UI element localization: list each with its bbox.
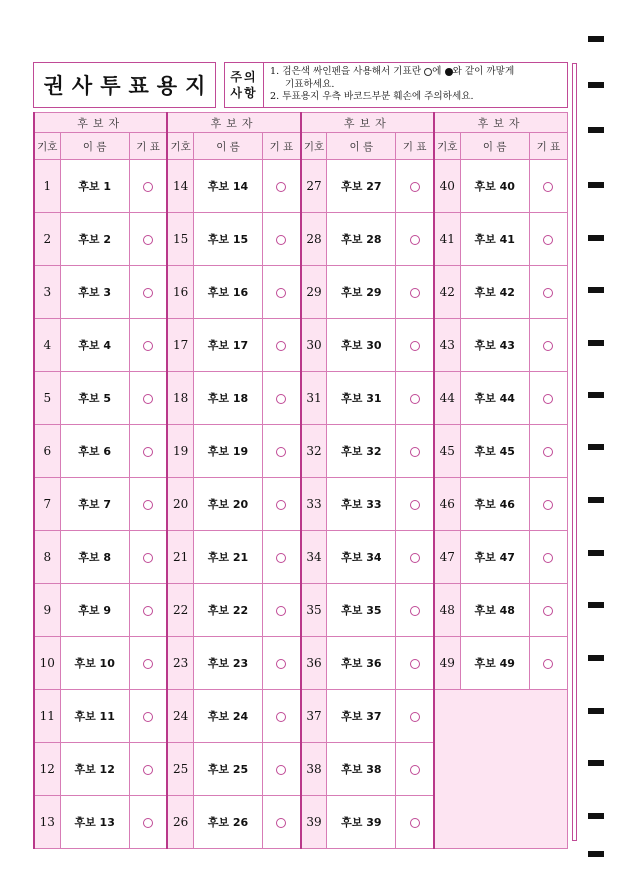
timing-mark: [588, 550, 604, 556]
vote-circle-icon[interactable]: [543, 553, 553, 563]
candidate-number: 11: [34, 690, 60, 743]
timing-mark: [588, 708, 604, 714]
candidate-number: 34: [301, 531, 327, 584]
vote-mark-cell[interactable]: [396, 584, 434, 637]
candidate-name: 후보 27: [327, 160, 396, 213]
candidate-name: 후보 16: [193, 266, 262, 319]
candidate-number: 29: [301, 266, 327, 319]
vote-mark-cell[interactable]: [529, 531, 567, 584]
vote-circle-icon[interactable]: [543, 659, 553, 669]
vote-circle-icon[interactable]: [410, 341, 420, 351]
candidate-name: 후보 10: [60, 637, 129, 690]
vote-mark-cell[interactable]: [129, 743, 167, 796]
vote-circle-icon[interactable]: [543, 288, 553, 298]
candidate-name: 후보 35: [327, 584, 396, 637]
candidate-name: 후보 29: [327, 266, 396, 319]
candidate-name: 후보 32: [327, 425, 396, 478]
candidate-number: 44: [434, 372, 460, 425]
vote-circle-icon[interactable]: [143, 606, 153, 616]
table-row: [34, 160, 568, 213]
vote-circle-icon[interactable]: [276, 606, 286, 616]
vote-mark-cell[interactable]: [396, 743, 434, 796]
number-header: 기호: [167, 133, 193, 160]
candidate-name: 후보 30: [327, 319, 396, 372]
candidate-name: 후보 31: [327, 372, 396, 425]
candidate-number: 31: [301, 372, 327, 425]
candidate-number: 27: [301, 160, 327, 213]
candidate-name: 후보 6: [60, 425, 129, 478]
mark-header: 기 표: [263, 133, 301, 160]
candidate-number: 16: [167, 266, 193, 319]
notice-box: [224, 62, 568, 108]
candidate-number: 23: [167, 637, 193, 690]
vote-mark-cell[interactable]: [129, 690, 167, 743]
candidate-name: 후보 48: [460, 584, 529, 637]
table-row: [34, 637, 568, 690]
notice-label-bottom: 사항: [230, 86, 258, 100]
candidate-name: 후보 8: [60, 531, 129, 584]
vote-circle-icon[interactable]: [276, 447, 286, 457]
vote-circle-icon[interactable]: [410, 606, 420, 616]
candidate-name: 후보 12: [60, 743, 129, 796]
candidate-name: 후보 34: [327, 531, 396, 584]
vote-mark-cell[interactable]: [263, 160, 301, 213]
vote-circle-icon[interactable]: [543, 235, 553, 245]
candidate-number: 15: [167, 213, 193, 266]
vote-circle-icon[interactable]: [276, 288, 286, 298]
name-header: 이 름: [193, 133, 262, 160]
barcode-strip: [572, 63, 577, 841]
candidate-name: 후보 23: [193, 637, 262, 690]
candidate-number: 6: [34, 425, 60, 478]
table-row: [34, 372, 568, 425]
vote-circle-icon[interactable]: [143, 765, 153, 775]
vote-circle-icon[interactable]: [276, 182, 286, 192]
vote-circle-icon[interactable]: [543, 500, 553, 510]
vote-mark-cell[interactable]: [396, 425, 434, 478]
candidate-name: 후보 38: [327, 743, 396, 796]
timing-mark: [588, 602, 604, 608]
candidate-number: 14: [167, 160, 193, 213]
table-row: [34, 478, 568, 531]
candidate-number: 4: [34, 319, 60, 372]
number-header: 기호: [301, 133, 327, 160]
candidate-name: 후보 36: [327, 637, 396, 690]
vote-mark-cell[interactable]: [529, 160, 567, 213]
candidate-name: 후보 39: [327, 796, 396, 849]
vote-circle-icon[interactable]: [410, 447, 420, 457]
timing-mark: [588, 82, 604, 88]
candidate-group-header: 후보자: [167, 113, 300, 133]
number-header: 기호: [434, 133, 460, 160]
vote-mark-cell[interactable]: [263, 425, 301, 478]
candidate-number: 38: [301, 743, 327, 796]
vote-mark-cell[interactable]: [263, 319, 301, 372]
vote-circle-icon[interactable]: [276, 394, 286, 404]
vote-circle-icon[interactable]: [276, 818, 286, 828]
notice-label-top: 주의: [230, 70, 258, 84]
vote-mark-cell[interactable]: [263, 796, 301, 849]
vote-mark-cell[interactable]: [396, 160, 434, 213]
vote-circle-icon[interactable]: [143, 394, 153, 404]
vote-mark-cell[interactable]: [396, 531, 434, 584]
vote-circle-icon[interactable]: [276, 765, 286, 775]
candidate-name: 후보 44: [460, 372, 529, 425]
vote-mark-cell[interactable]: [396, 372, 434, 425]
candidate-number: 8: [34, 531, 60, 584]
candidate-number: 49: [434, 637, 460, 690]
vote-mark-cell[interactable]: [529, 213, 567, 266]
candidate-name: 후보 28: [327, 213, 396, 266]
candidate-number: 37: [301, 690, 327, 743]
candidate-number: 30: [301, 319, 327, 372]
vote-circle-icon[interactable]: [410, 394, 420, 404]
vote-circle-icon[interactable]: [276, 553, 286, 563]
candidate-number: 35: [301, 584, 327, 637]
candidate-name: 후보 11: [60, 690, 129, 743]
candidate-number: 42: [434, 266, 460, 319]
vote-circle-icon[interactable]: [410, 288, 420, 298]
vote-circle-icon[interactable]: [276, 235, 286, 245]
ballot-title: 권사투표용지: [33, 62, 216, 108]
vote-mark-cell[interactable]: [129, 266, 167, 319]
candidate-name: 후보 40: [460, 160, 529, 213]
vote-mark-cell[interactable]: [529, 584, 567, 637]
candidate-group-header: 후보자: [34, 113, 167, 133]
vote-mark-cell[interactable]: [129, 425, 167, 478]
mark-header: 기 표: [529, 133, 567, 160]
vote-circle-icon[interactable]: [143, 659, 153, 669]
vote-circle-icon[interactable]: [410, 659, 420, 669]
vote-mark-cell[interactable]: [396, 637, 434, 690]
candidate-name: 후보 42: [460, 266, 529, 319]
vote-mark-cell[interactable]: [129, 584, 167, 637]
timing-mark: [588, 813, 604, 819]
candidate-number: 47: [434, 531, 460, 584]
vote-mark-cell[interactable]: [129, 160, 167, 213]
candidate-number: 33: [301, 478, 327, 531]
vote-mark-cell[interactable]: [396, 213, 434, 266]
candidate-name: 후보 2: [60, 213, 129, 266]
candidate-number: 39: [301, 796, 327, 849]
mark-header: 기 표: [129, 133, 167, 160]
candidate-name: 후보 45: [460, 425, 529, 478]
candidate-number: 45: [434, 425, 460, 478]
vote-circle-icon[interactable]: [143, 341, 153, 351]
candidate-number: 41: [434, 213, 460, 266]
vote-circle-icon[interactable]: [410, 818, 420, 828]
vote-mark-cell[interactable]: [263, 372, 301, 425]
candidate-number: 43: [434, 319, 460, 372]
vote-mark-cell[interactable]: [263, 743, 301, 796]
vote-mark-cell[interactable]: [263, 584, 301, 637]
vote-mark-cell[interactable]: [529, 319, 567, 372]
vote-circle-icon[interactable]: [410, 765, 420, 775]
candidate-number: 26: [167, 796, 193, 849]
table-row: [34, 266, 568, 319]
timing-mark: [588, 235, 604, 241]
timing-mark: [588, 655, 604, 661]
candidate-number: 48: [434, 584, 460, 637]
vote-mark-cell[interactable]: [263, 266, 301, 319]
vote-mark-cell[interactable]: [129, 531, 167, 584]
vote-mark-cell[interactable]: [263, 213, 301, 266]
timing-mark: [588, 497, 604, 503]
vote-mark-cell[interactable]: [529, 425, 567, 478]
vote-mark-cell[interactable]: [129, 796, 167, 849]
vote-circle-icon[interactable]: [410, 182, 420, 192]
vote-mark-cell[interactable]: [263, 478, 301, 531]
vote-circle-icon[interactable]: [143, 500, 153, 510]
vote-circle-icon[interactable]: [276, 712, 286, 722]
candidate-name: 후보 24: [193, 690, 262, 743]
candidate-number: 21: [167, 531, 193, 584]
candidate-number: 12: [34, 743, 60, 796]
name-header: 이 름: [60, 133, 129, 160]
candidate-name: 후보 4: [60, 319, 129, 372]
candidate-name: 후보 21: [193, 531, 262, 584]
vote-circle-icon[interactable]: [410, 500, 420, 510]
candidate-name: 후보 49: [460, 637, 529, 690]
candidate-name: 후보 1: [60, 160, 129, 213]
vote-circle-icon[interactable]: [410, 235, 420, 245]
vote-circle-icon[interactable]: [543, 341, 553, 351]
candidate-number: 3: [34, 266, 60, 319]
table-row: [34, 531, 568, 584]
candidate-number: 24: [167, 690, 193, 743]
candidate-group-header: 후보자: [301, 113, 434, 133]
candidate-number: 13: [34, 796, 60, 849]
timing-mark: [588, 36, 604, 42]
vote-mark-cell[interactable]: [129, 637, 167, 690]
table-row: [34, 690, 568, 743]
candidate-name: 후보 46: [460, 478, 529, 531]
table-row: [34, 319, 568, 372]
timing-mark: [588, 127, 604, 133]
candidate-group-header: 후보자: [434, 113, 567, 133]
notice-label: [225, 63, 264, 107]
candidate-name: 후보 25: [193, 743, 262, 796]
candidate-name: 후보 13: [60, 796, 129, 849]
candidate-number: 9: [34, 584, 60, 637]
empty-block: [434, 690, 567, 849]
candidate-number: 19: [167, 425, 193, 478]
timing-mark: [588, 182, 604, 188]
vote-mark-cell[interactable]: [129, 372, 167, 425]
candidate-name: 후보 7: [60, 478, 129, 531]
vote-circle-icon[interactable]: [143, 288, 153, 298]
vote-circle-icon[interactable]: [410, 712, 420, 722]
candidate-name: 후보 22: [193, 584, 262, 637]
vote-circle-icon[interactable]: [143, 447, 153, 457]
candidate-number: 18: [167, 372, 193, 425]
candidate-number: 10: [34, 637, 60, 690]
timing-mark: [588, 287, 604, 293]
vote-circle-icon[interactable]: [276, 500, 286, 510]
candidate-number: 40: [434, 160, 460, 213]
candidate-name: 후보 3: [60, 266, 129, 319]
vote-circle-icon[interactable]: [410, 553, 420, 563]
vote-circle-icon[interactable]: [543, 182, 553, 192]
vote-mark-cell[interactable]: [129, 319, 167, 372]
filled-circle-icon: [445, 68, 453, 76]
vote-circle-icon[interactable]: [276, 659, 286, 669]
candidate-number: 5: [34, 372, 60, 425]
candidate-number: 22: [167, 584, 193, 637]
candidate-name: 후보 17: [193, 319, 262, 372]
vote-mark-cell[interactable]: [263, 531, 301, 584]
candidate-name: 후보 5: [60, 372, 129, 425]
timing-mark: [588, 340, 604, 346]
candidate-name: 후보 37: [327, 690, 396, 743]
vote-circle-icon[interactable]: [543, 447, 553, 457]
candidate-name: 후보 43: [460, 319, 529, 372]
vote-mark-cell[interactable]: [529, 266, 567, 319]
vote-mark-cell[interactable]: [396, 266, 434, 319]
empty-circle-icon: [424, 68, 432, 76]
candidate-number: 2: [34, 213, 60, 266]
vote-mark-cell[interactable]: [263, 690, 301, 743]
vote-mark-cell[interactable]: [529, 637, 567, 690]
candidate-name: 후보 19: [193, 425, 262, 478]
candidate-number: 17: [167, 319, 193, 372]
candidate-number: 46: [434, 478, 460, 531]
vote-circle-icon[interactable]: [543, 606, 553, 616]
candidate-name: 후보 41: [460, 213, 529, 266]
vote-mark-cell[interactable]: [396, 690, 434, 743]
candidate-number: 1: [34, 160, 60, 213]
name-header: 이 름: [327, 133, 396, 160]
candidate-name: 후보 15: [193, 213, 262, 266]
vote-mark-cell[interactable]: [396, 796, 434, 849]
timing-mark: [588, 851, 604, 857]
candidate-number: 36: [301, 637, 327, 690]
vote-mark-cell[interactable]: [129, 478, 167, 531]
notice-line1: 1. 검은색 싸인펜을 사용해서 기표란 에 와 같이 까맣게: [270, 66, 515, 77]
candidate-name: 후보 14: [193, 160, 262, 213]
candidate-name: 후보 9: [60, 584, 129, 637]
candidate-name: 후보 26: [193, 796, 262, 849]
vote-mark-cell[interactable]: [529, 478, 567, 531]
vote-circle-icon[interactable]: [143, 182, 153, 192]
candidate-number: 32: [301, 425, 327, 478]
vote-circle-icon[interactable]: [143, 712, 153, 722]
candidate-number: 28: [301, 213, 327, 266]
table-row: [34, 425, 568, 478]
vote-circle-icon[interactable]: [143, 235, 153, 245]
mark-header: 기 표: [396, 133, 434, 160]
notice-text: [264, 63, 567, 107]
vote-mark-cell[interactable]: [529, 372, 567, 425]
vote-mark-cell[interactable]: [129, 213, 167, 266]
timing-mark: [588, 760, 604, 766]
table-row: [34, 584, 568, 637]
vote-mark-cell[interactable]: [263, 637, 301, 690]
timing-mark: [588, 392, 604, 398]
candidate-name: 후보 33: [327, 478, 396, 531]
ballot-table: [33, 112, 568, 849]
candidate-number: 20: [167, 478, 193, 531]
candidate-name: 후보 18: [193, 372, 262, 425]
timing-mark: [588, 444, 604, 450]
candidate-name: 후보 47: [460, 531, 529, 584]
table-row: [34, 213, 568, 266]
number-header: 기호: [34, 133, 60, 160]
candidate-name: 후보 20: [193, 478, 262, 531]
vote-mark-cell[interactable]: [396, 319, 434, 372]
candidate-number: 7: [34, 478, 60, 531]
vote-mark-cell[interactable]: [396, 478, 434, 531]
candidate-number: 25: [167, 743, 193, 796]
vote-circle-icon[interactable]: [543, 394, 553, 404]
vote-circle-icon[interactable]: [276, 341, 286, 351]
vote-circle-icon[interactable]: [143, 553, 153, 563]
notice-line1-indent: 기표하세요.: [285, 78, 335, 90]
name-header: 이 름: [460, 133, 529, 160]
vote-circle-icon[interactable]: [143, 818, 153, 828]
notice-line2: 2. 투표용지 우측 바코드부분 훼손에 주의하세요.: [270, 91, 474, 102]
